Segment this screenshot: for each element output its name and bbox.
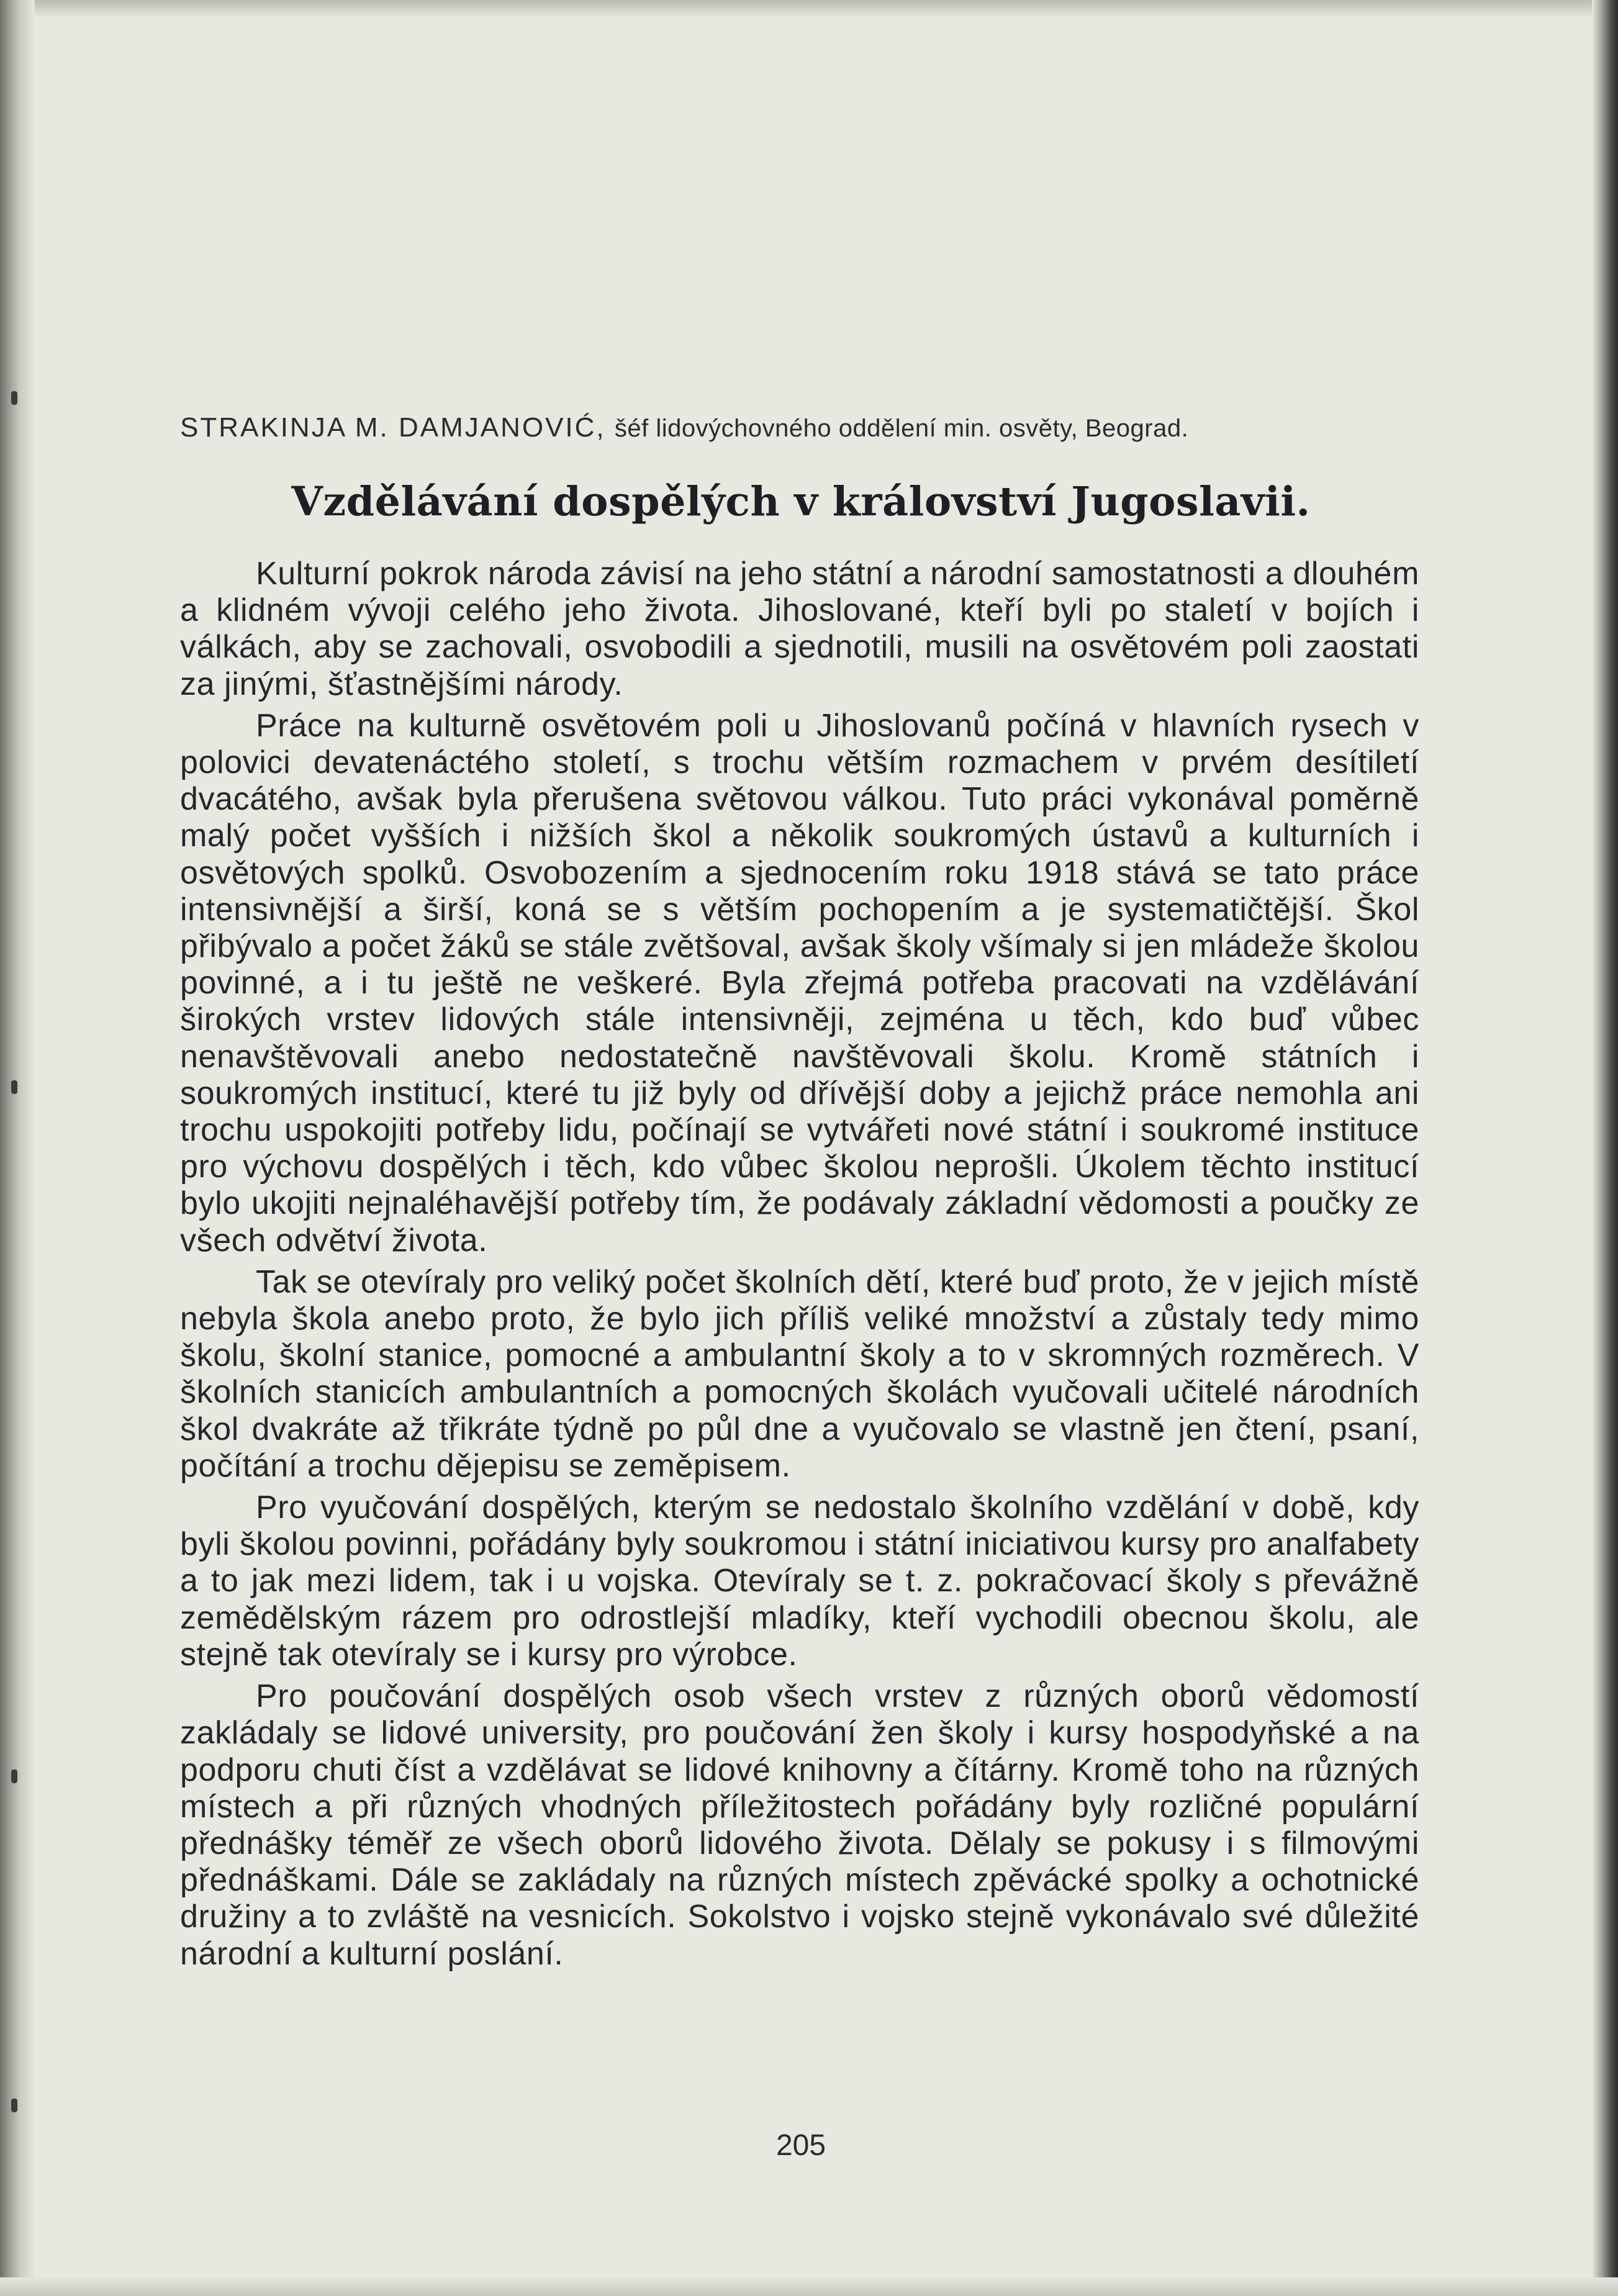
book-spine-shadow — [0, 0, 35, 2296]
binding-mark — [11, 391, 17, 405]
paragraph: Pro poučování dospělých osob všech vrstev z různých oborů vědomostí zakládaly se lidové university, pro poučování žen školy i kursy hospodyňské a na podporu chuti číst a vzdělávat se lidové knihovny a čítárny. Kromě toho na různých místech a při různých vhodných příležitostech pořádány byly rozličné populární přednášky téměř ze všech oborů lidového života. Dělaly se pokusy i s filmovými přednáškami. Dále se zakládaly na různých místech zpěvácké spolky a ochotnické družiny a to zvláště na vesnicích. Sokolstvo i vojsko stejně vykonávalo své důležité národní a kulturní poslání. — [180, 1678, 1419, 1972]
binding-mark — [11, 1769, 17, 1783]
paragraph: Pro vyučování dospělých, kterým se nedostalo školního vzdělání v době, kdy byli školou povinni, pořádány byly soukromou i státní iniciativou kursy pro analfabety a to jak mezi lidem, tak i u vojska. Otevíraly se t. z. pokračovací školy s převážně zemědělským rázem pro odrostlejší mladíky, kteří vychodili obecnou školu, ale stejně tak otevíraly se i kursy pro výrobce. — [180, 1489, 1419, 1673]
binding-mark — [11, 2099, 17, 2112]
paragraph: Práce na kulturně osvětovém poli u Jihoslovanů počíná v hlavních rysech v polovici devatenáctého století, s trochu větším rozmachem v prvém desítiletí dvacátého, avšak byla přerušena světovou válkou. Tuto práci vykonával poměrně malý počet vyšších i nižších škol a několik soukromých ústavů a kulturních i osvětových spolků. Osvobozením a sjednocením roku 1918 stává se tato práce intensivnější a širší, koná se s větším pochopením a je systematičtější. Škol přibývalo a počet žáků se stále zvětšoval, avšak školy všímaly si jen mládeže školou povinné, a i tu ještě ne veškeré. Byla zřejmá potřeba pracovati na vzdělávání širokých vrstev lidových stále intensivněji, zejména u těch, kdo buď vůbec nenavštěvovali anebo nedostatečně navštěvovali školu. Kromě státních i soukromých institucí, které tu již byly od dřívější doby a jejichž práce nemohla ani trochu uspokojiti potřeby lidu, počínají se vytvářeti nové státní i soukromé instituce pro výchovu dospělých i těch, kdo vůbec školou neprošli. Úkolem těchto institucí bylo ukojiti nejnaléhavější potřeby tím, že podávaly základní vědomosti a poučky ze všech odvětví života. — [180, 707, 1419, 1259]
article-title: Vzdělávání dospělých v království Jugoslavii. — [291, 478, 1311, 525]
paragraph: Kulturní pokrok národa závisí na jeho státní a národní samostatnosti a dlouhém a klidném vývoji celého jeho života. Jihoslované, kteří byli po staletí v bojích i válkách, aby se zachovali, osvobodili a sjednotili, musili na osvětovém poli zaostati za jinými, šťastnějšími národy. — [180, 556, 1419, 702]
page-number: 205 — [775, 2129, 826, 2162]
article-body — [180, 556, 1419, 1977]
page-bottom-shadow — [0, 2277, 1618, 2296]
binding-mark — [11, 1080, 17, 1094]
page-top-shadow — [0, 0, 1618, 17]
page-right-edge — [1592, 0, 1618, 2296]
author-line — [180, 412, 1372, 443]
paragraph: Tak se otevíraly pro veliký počet školních dětí, které buď proto, že v jejich místě nebyla škola anebo proto, že bylo jich příliš veliké množství a zůstaly tedy mimo školu, školní stanice, pomocné a ambulantní školy a to v skromných rozměrech. V školních stanicích ambulantních a pomocných školách vyučovali učitelé národních škol dvakráte až třikráte týdně po půl dne a vyučovalo se vlastně jen čtení, psaní, počítání a trochu dějepisu se zeměpisem. — [180, 1263, 1419, 1484]
author-name: STRAKINJA M. DAMJANOVIĆ, — [180, 412, 606, 443]
author-affiliation: šéf lidovýchovného oddělení min. osvěty, Beograd. — [614, 415, 1189, 442]
